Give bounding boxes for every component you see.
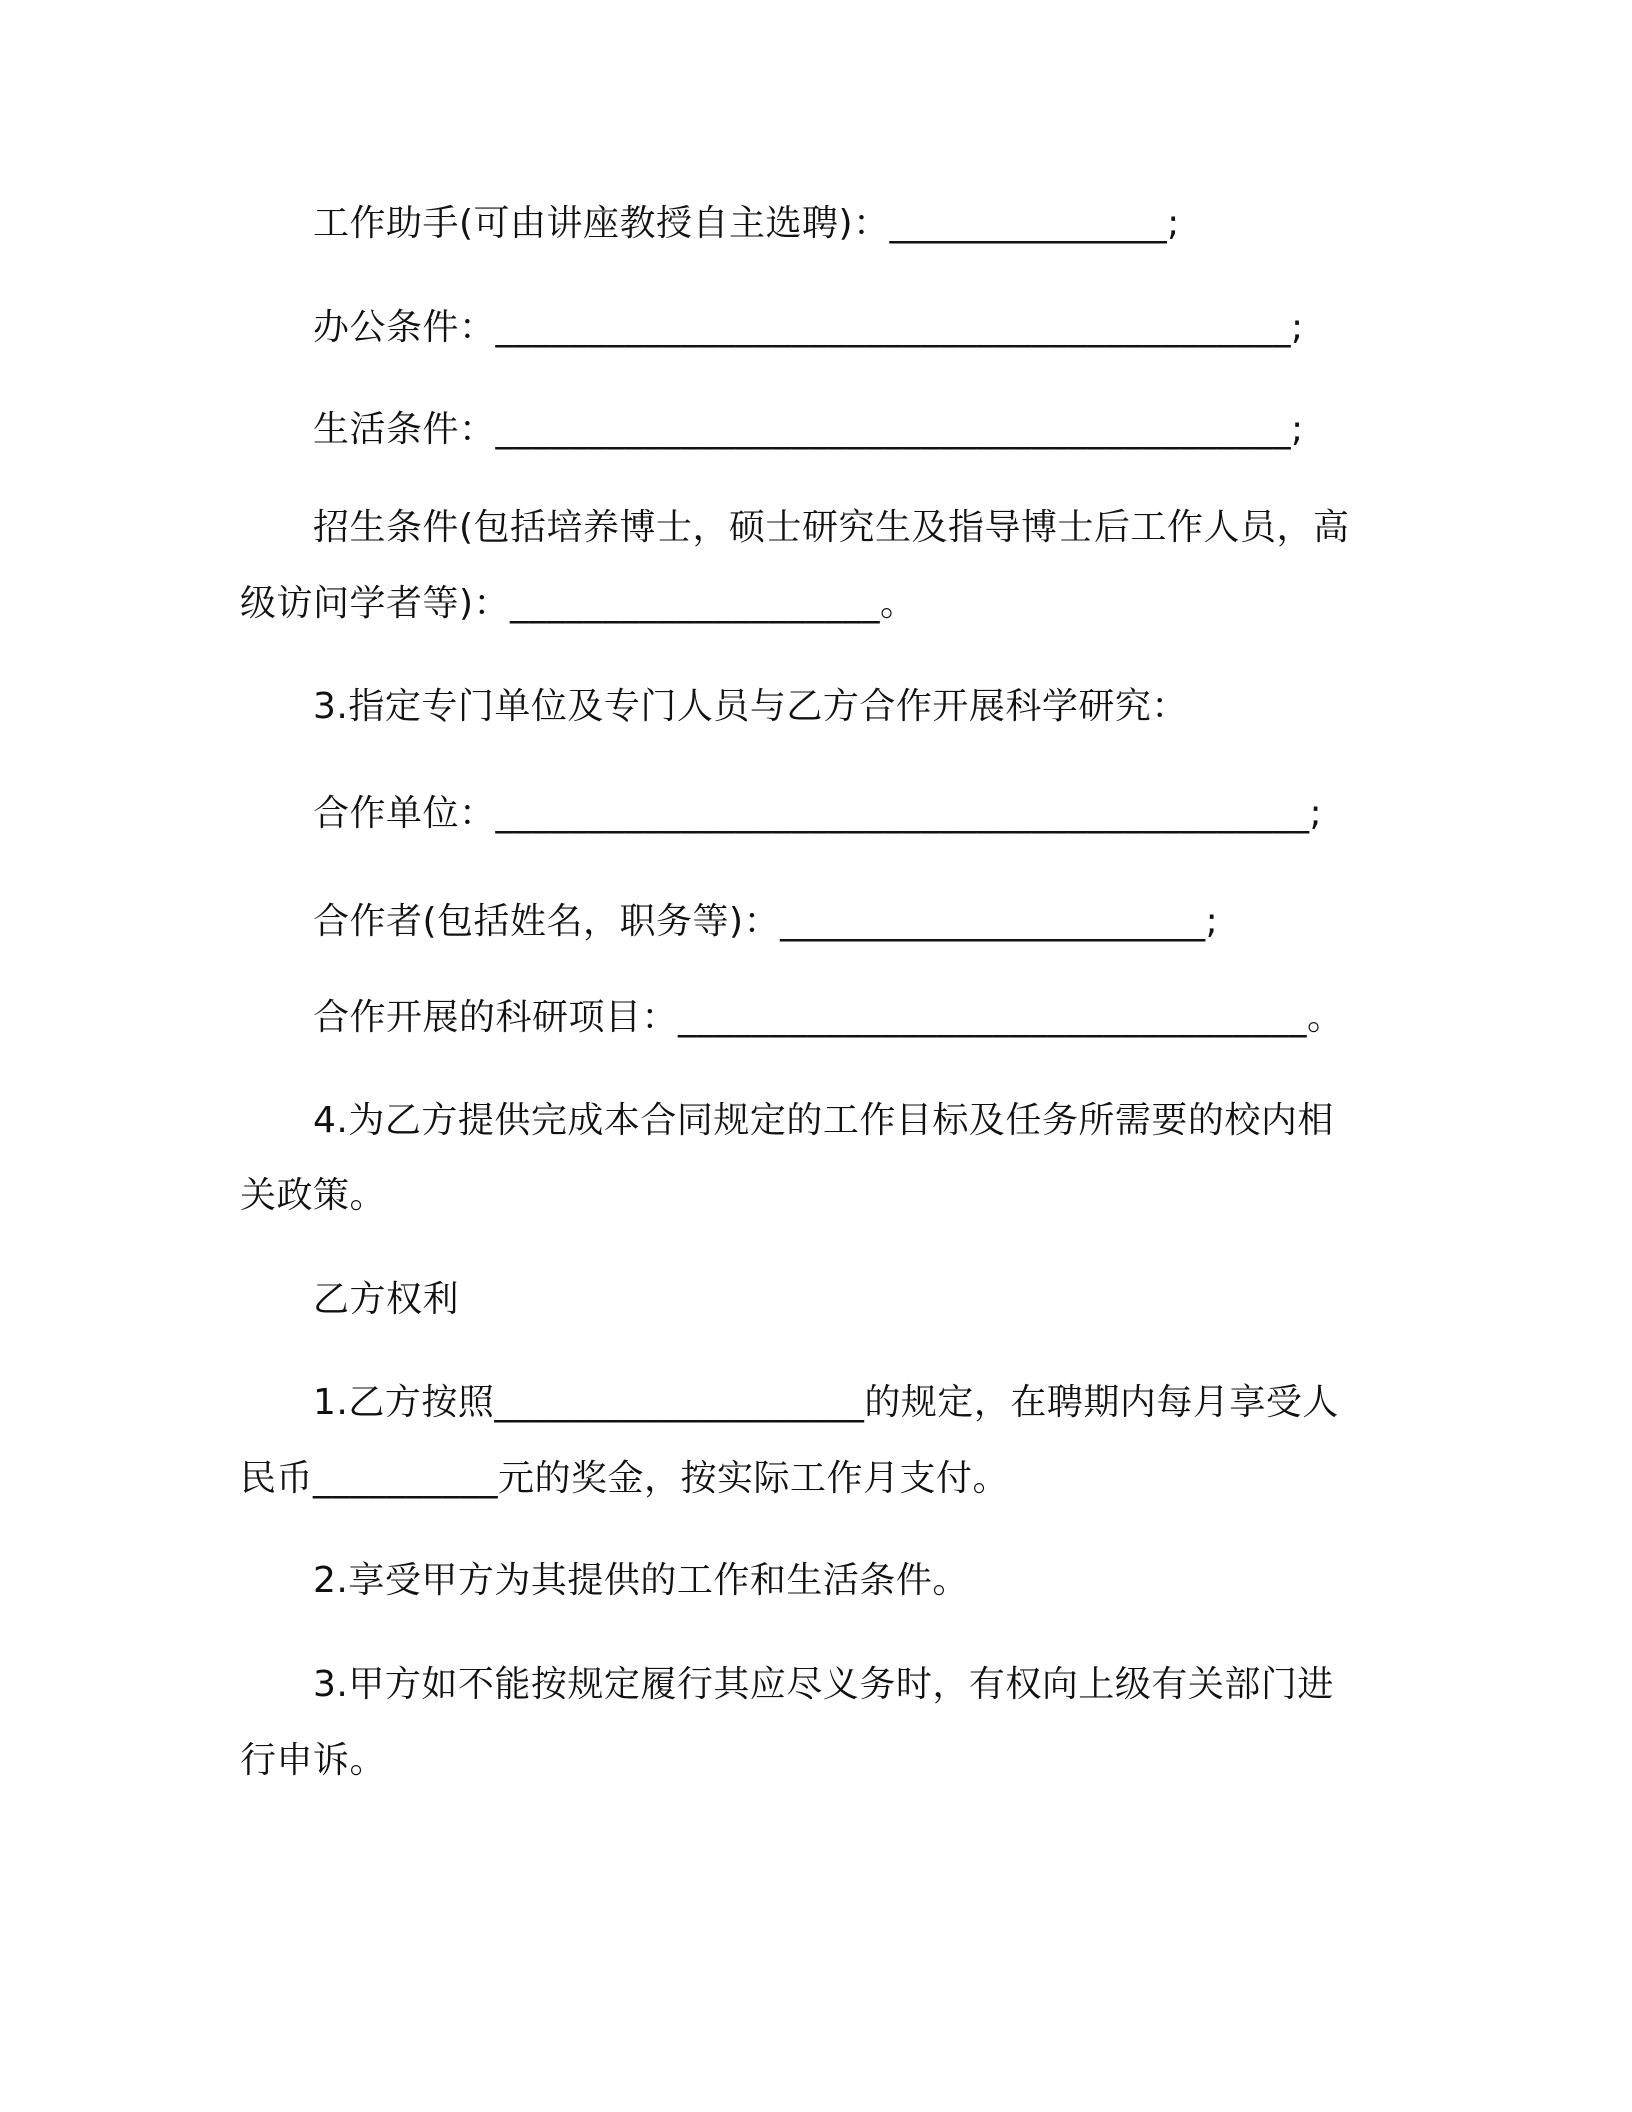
assistant-line: 工作助手(可由讲座教授自主选聘)：_______________; (313, 203, 1180, 244)
party-b-rights-heading: 乙方权利 (313, 1279, 460, 1320)
living-conditions-line: 生活条件：___________________________________________; (313, 409, 1304, 450)
enrollment-conditions-line-1: 招生条件(包括培养博士，硕士研究生及指导博士后工作人员，高 (313, 507, 1350, 548)
item-3-heading: 3.指定专门单位及专门人员与乙方合作开展科学研究： (313, 686, 1188, 727)
partner-unit-line: 合作单位：____________________________________________; (313, 793, 1323, 834)
collaborator-line: 合作者(包括姓名，职务等)：_______________________; (313, 901, 1219, 942)
enrollment-conditions-line-2: 级访问学者等)：____________________。 (240, 583, 917, 624)
office-conditions-line: 办公条件：___________________________________________; (313, 307, 1304, 348)
rights-item-3-line-1: 3.甲方如不能按规定履行其应尽义务时，有权向上级有关部门进 (313, 1664, 1334, 1705)
research-project-line: 合作开展的科研项目：__________________________________。 (313, 997, 1344, 1038)
rights-item-1-line-2: 民币__________元的奖金，按实际工作月支付。 (240, 1458, 1010, 1499)
rights-item-2-line: 2.享受甲方为其提供的工作和生活条件。 (313, 1560, 969, 1601)
rights-item-1-line-1: 1.乙方按照____________________的规定，在聘期内每月享受人 (313, 1382, 1339, 1423)
item-4-line-1: 4.为乙方提供完成本合同规定的工作目标及任务所需要的校内相 (313, 1100, 1334, 1141)
rights-item-3-line-2: 行申诉。 (240, 1740, 387, 1781)
item-4-line-2: 关政策。 (240, 1175, 387, 1216)
